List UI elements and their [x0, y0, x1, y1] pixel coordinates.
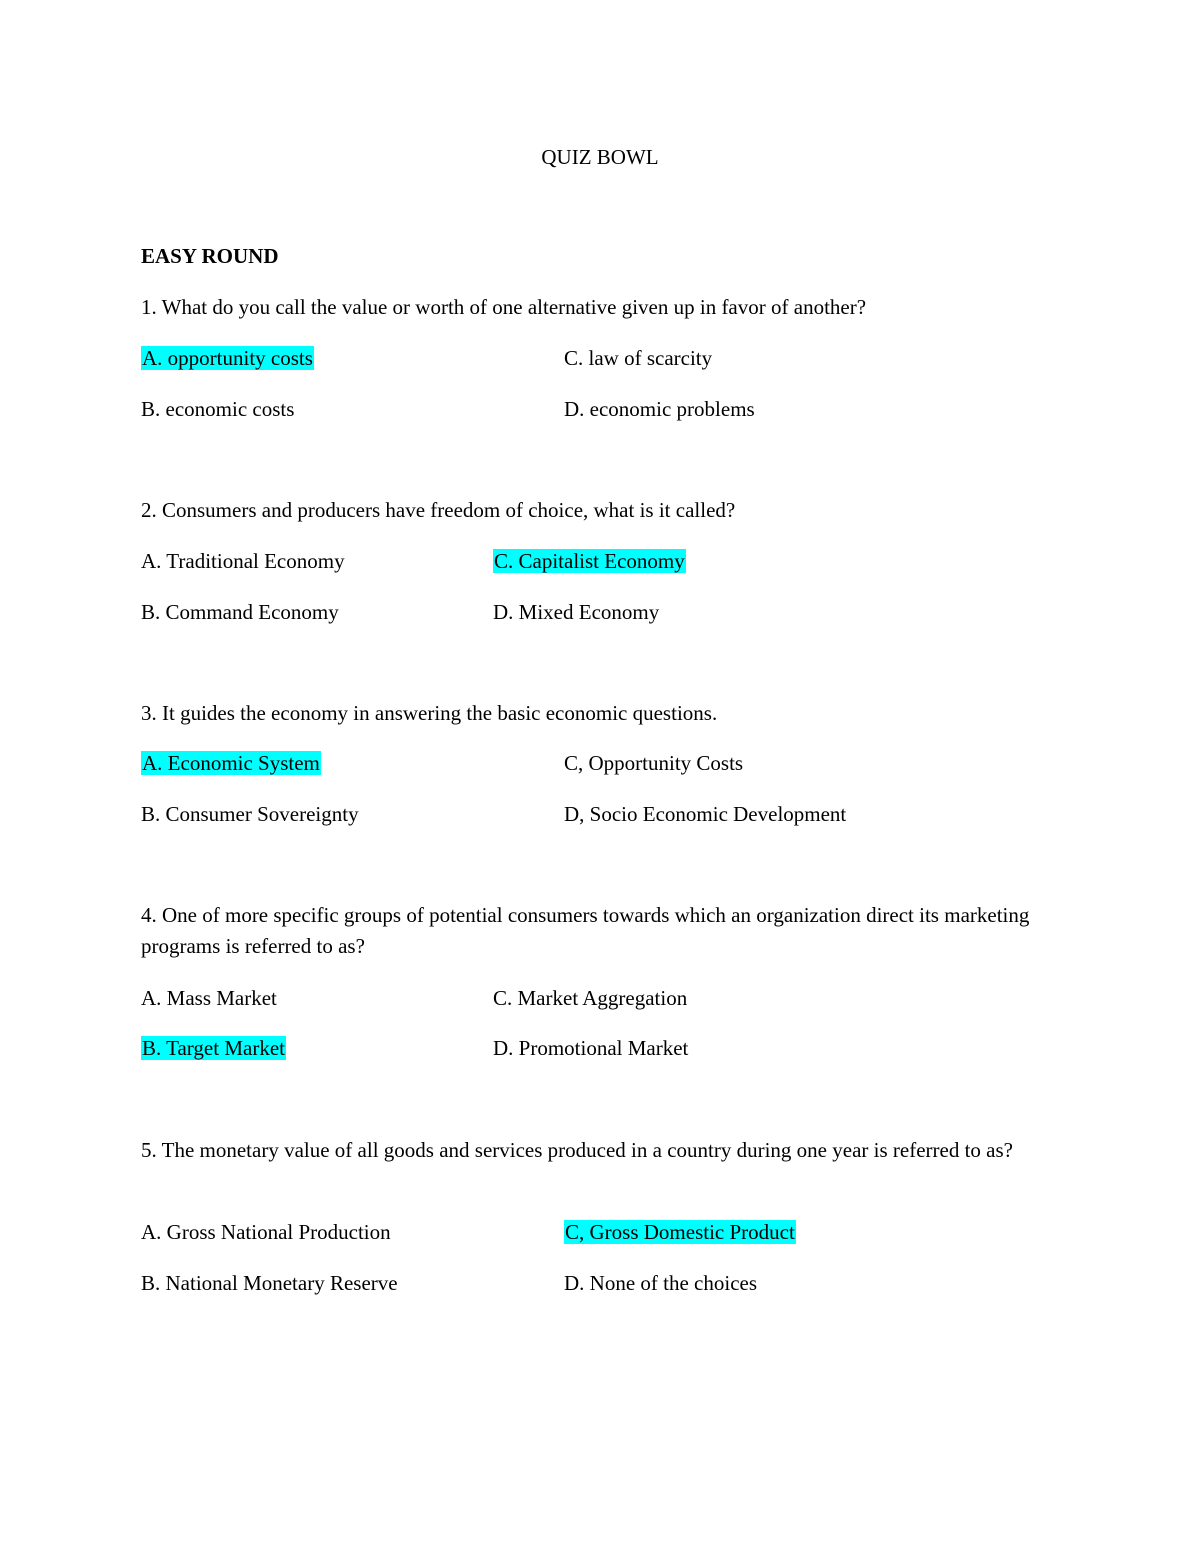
answer-highlight: A. Economic System [142, 751, 320, 775]
question-3-choice-d: D, Socio Economic Development [564, 802, 847, 826]
question-4-choice-b [141, 1035, 286, 1061]
answer-highlight: B. Target Market [142, 1036, 285, 1060]
question-1-text: 1. What do you call the value or worth of one alternative given up in favor of another? [141, 295, 867, 319]
question-3-choice-a [141, 750, 321, 776]
answer-highlight: C. Capitalist Economy [494, 549, 685, 573]
question-2-text: 2. Consumers and producers have freedom of choice, what is it called? [141, 498, 736, 522]
answer-highlight: A. opportunity costs [142, 346, 313, 370]
question-1-choice-d: D. economic problems [564, 397, 755, 421]
round-heading: EASY ROUND [141, 244, 279, 268]
question-2-choice-c [493, 548, 686, 574]
question-5-choice-b: B. National Monetary Reserve [141, 1271, 398, 1295]
answer-highlight: C, Gross Domestic Product [565, 1220, 795, 1244]
question-2-choice-b: B. Command Economy [141, 600, 339, 624]
question-1-choice-c: C. law of scarcity [564, 346, 713, 370]
question-4-text: 4. One of more specific groups of potential consumers towards which an organization direct its marketing programs is referred to as? [141, 903, 1030, 958]
question-3-choice-b: B. Consumer Sovereignty [141, 802, 359, 826]
page-title: QUIZ BOWL [541, 145, 659, 169]
question-5-choice-d: D. None of the choices [564, 1271, 758, 1295]
question-5-text: 5. The monetary value of all goods and services produced in a country during one year is referred to as? [141, 1138, 1013, 1162]
question-3-choice-c: C, Opportunity Costs [564, 751, 744, 775]
question-4-choice-c: C. Market Aggregation [493, 986, 688, 1010]
question-5-choice-c [564, 1219, 796, 1245]
question-5-choice-a: A. Gross National Production [141, 1220, 391, 1244]
question-2-choice-a: A. Traditional Economy [141, 549, 345, 573]
question-2-choice-d: D. Mixed Economy [493, 600, 660, 624]
question-1-choice-a [141, 345, 314, 371]
question-4-choice-d: D. Promotional Market [493, 1036, 689, 1060]
question-4-choice-a: A. Mass Market [141, 986, 277, 1010]
question-3-text: 3. It guides the economy in answering the basic economic questions. [141, 701, 718, 725]
question-1-choice-b: B. economic costs [141, 397, 295, 421]
